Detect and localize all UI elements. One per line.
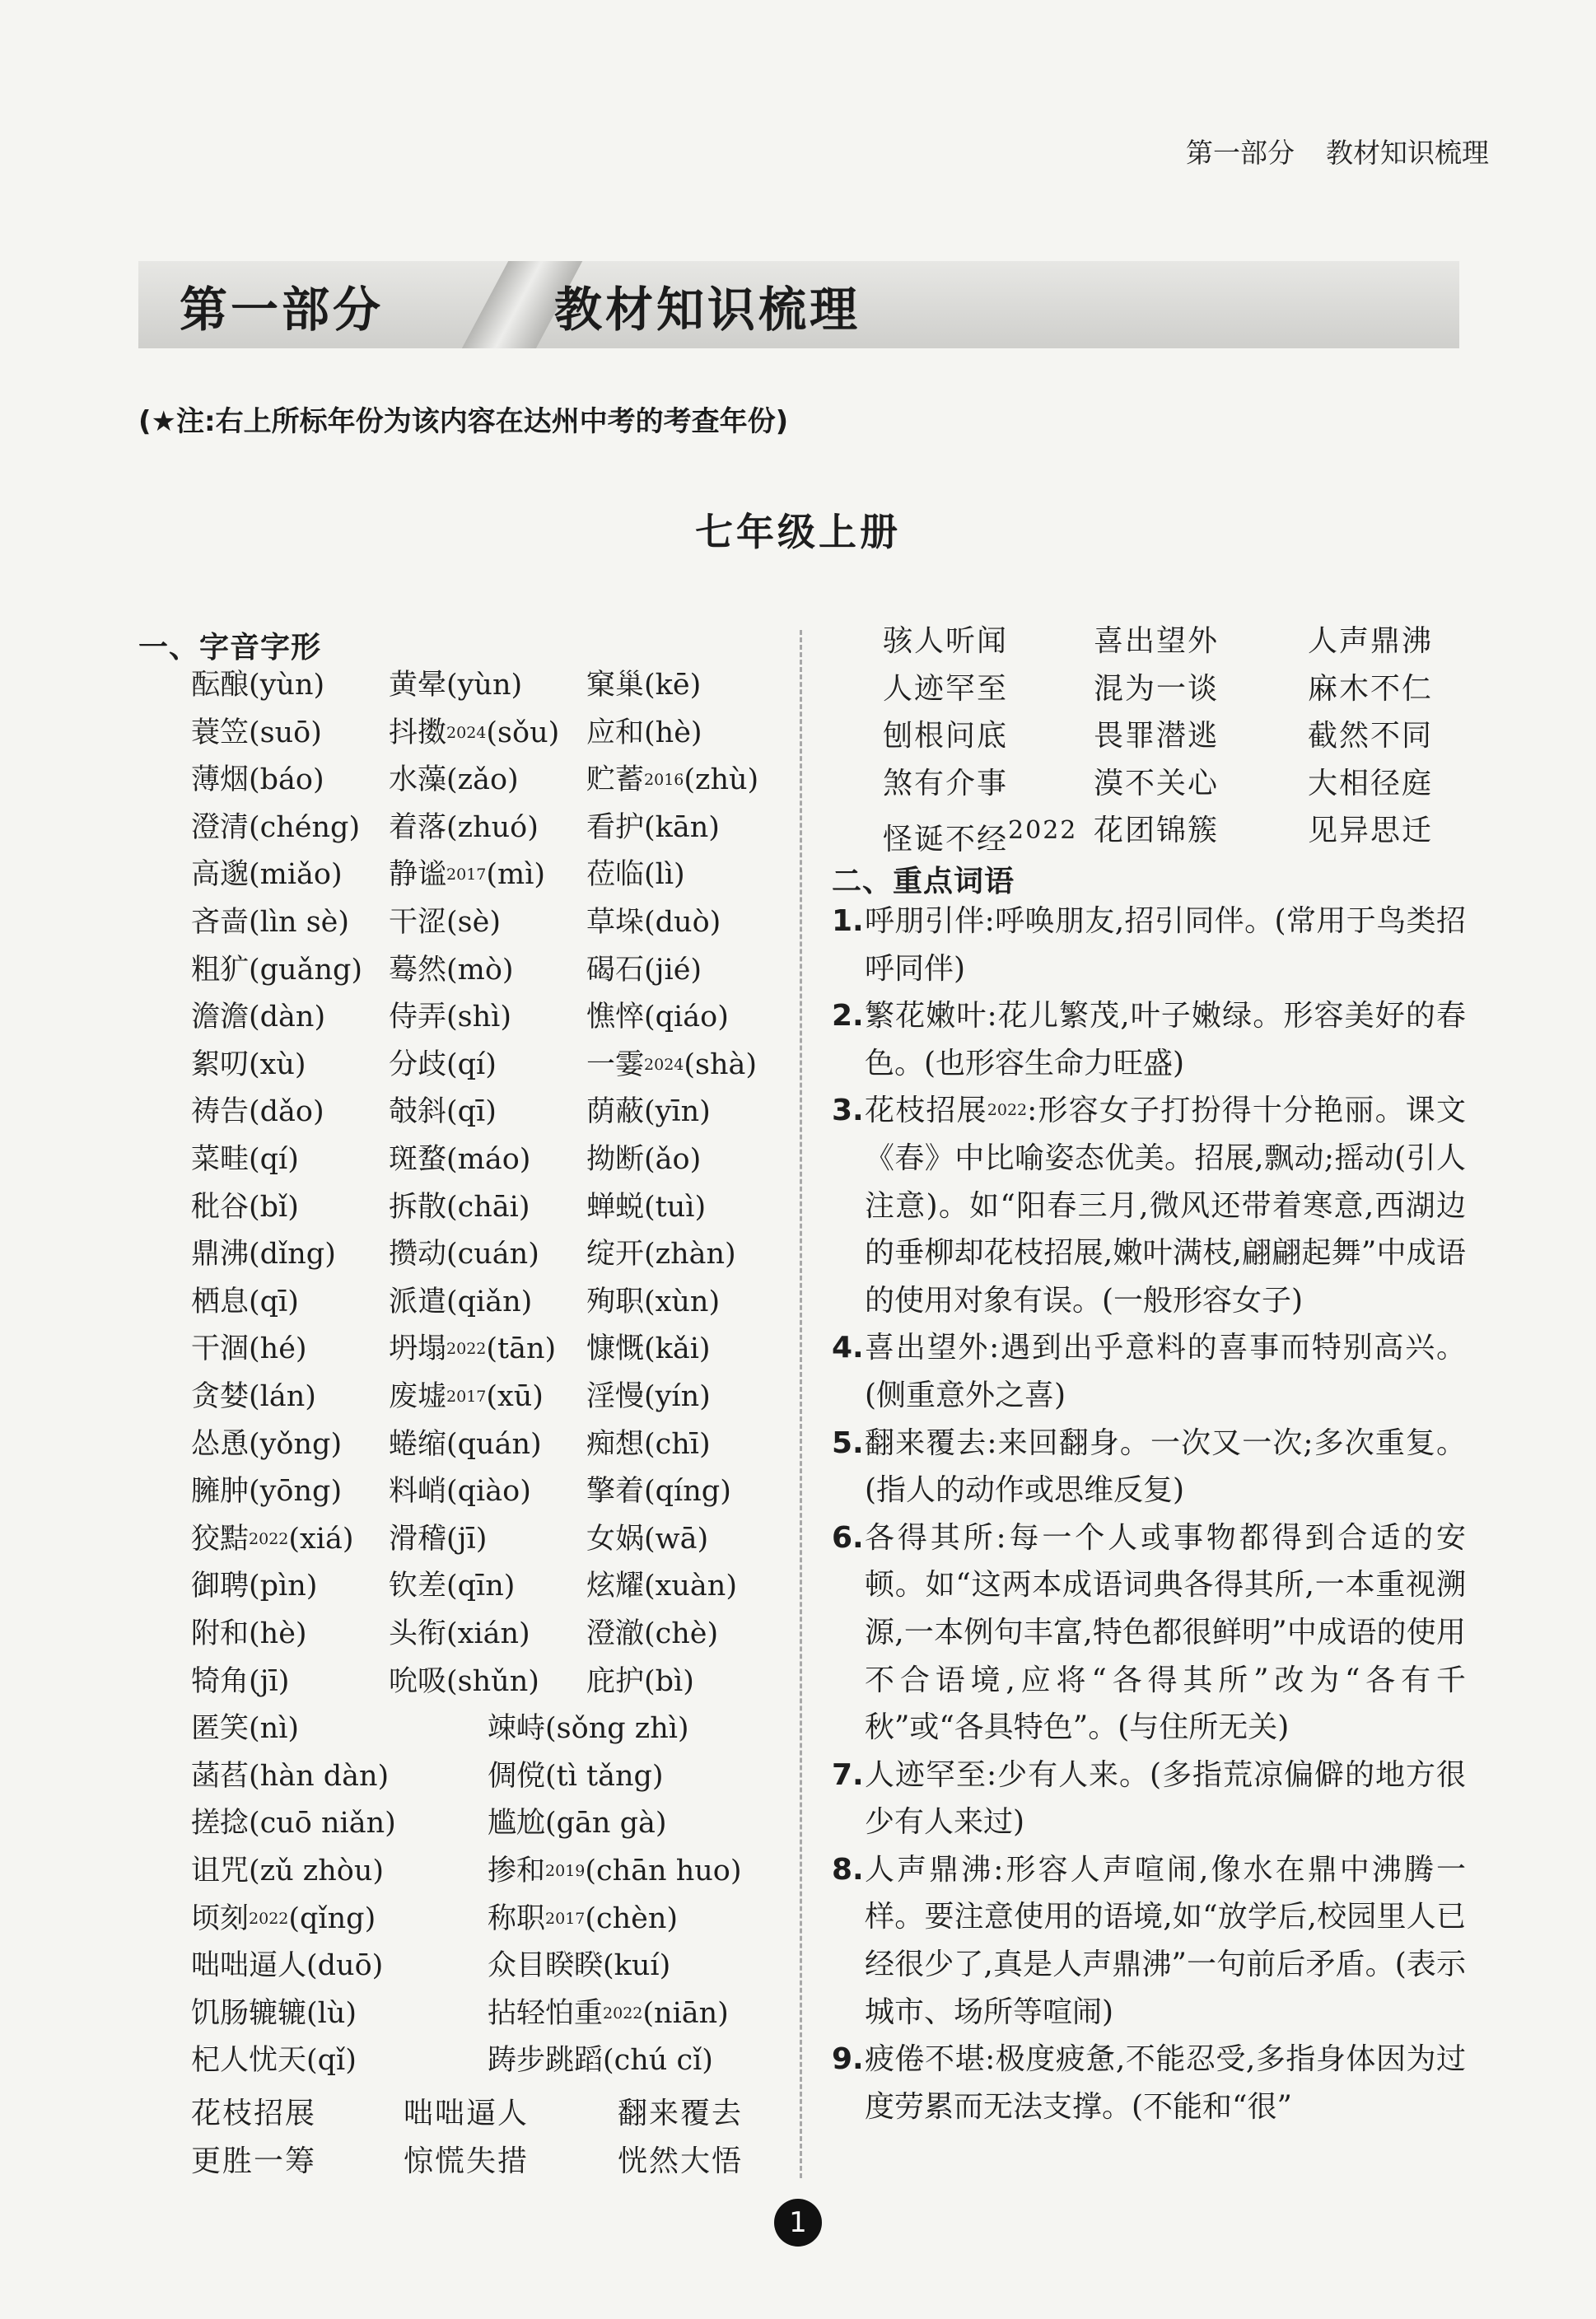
pronunciation-entry: 澄澈(chè) [586, 1617, 719, 1650]
pronunciation-entry: 倜傥(tì tǎng) [488, 1759, 664, 1793]
key-word-text: 人迹罕至:少有人来。(多指荒凉偏僻的地方很少有人来过) [865, 1757, 1466, 1840]
key-word-number: 4. [832, 1331, 864, 1365]
pronunciation-entry: 静谧$^{2017}$(mì) [389, 858, 546, 892]
key-word-number: 8. [832, 1852, 864, 1887]
year-mark: 2017 [545, 1909, 586, 1928]
pronunciation-entry: 贮蓄$^{2016}$(zhù) [586, 763, 759, 797]
pronunciation-entry: 踌步跳蹈(chú cǐ) [488, 2044, 713, 2078]
idiom-entry: 畏罪潜逃 [1094, 719, 1220, 754]
key-word-item [832, 1514, 1466, 1752]
idiom-entry: 骇人听闻 [883, 624, 1009, 658]
key-word-text: 花枝招展$^{2022}$:形容女子打扮得十分艳丽。课文《春》中比喻姿态优美。招展,飘动;摇动(引人注意)。如“阳春三月,微风还带着寒意,西湖边的垂柳却花枝招展,嫩叶满枝,翩翩起舞”中成语的使用对象有误。(一般形容女子) [865, 1094, 1466, 1318]
key-word-text: 疲倦不堪:极度疲惫,不能忍受,多指身体因为过度劳累而无法支撑。(不能和“很” [865, 2042, 1466, 2124]
pronunciation-entry: 絮叨(xù) [191, 1048, 306, 1081]
key-word-item [832, 898, 1466, 992]
pronunciation-entry: 蓑笠(suō) [191, 716, 322, 749]
idiom-entry: 花枝招展 [191, 2097, 317, 2130]
key-word-item [832, 2036, 1466, 2130]
banner-part-label: 第一部分 [180, 282, 385, 338]
pronunciation-entry: 蝉蜕(tuì) [586, 1190, 707, 1224]
pronunciation-entry: 掺和$^{2019}$(chān huo) [488, 1855, 742, 1887]
year-mark: 2024 [446, 723, 487, 742]
page-number: 1 [774, 2199, 822, 2247]
key-word-item [832, 1087, 1466, 1324]
pronunciation-entry: 澄清(chéng) [191, 810, 361, 844]
key-word-item [832, 1324, 1466, 1419]
pronunciation-entry: 薄烟(báo) [191, 763, 324, 797]
pronunciation-entry: 分歧(qí) [389, 1048, 497, 1081]
pronunciation-entry: 庇护(bì) [586, 1664, 694, 1698]
pronunciation-entry: 御聘(pìn) [191, 1570, 318, 1603]
key-word-number: 5. [832, 1425, 864, 1460]
column-divider [800, 630, 802, 2178]
part-banner [138, 261, 1459, 348]
idiom-entry: 截然不同 [1308, 719, 1434, 754]
pronunciation-entry: 尴尬(gān gà) [488, 1807, 667, 1841]
pronunciation-entry: 滑稽(jī) [389, 1522, 488, 1556]
pronunciation-entry: 拗断(ǎo) [586, 1143, 702, 1176]
pronunciation-entry: 怂恿(yǒng) [191, 1427, 343, 1461]
idiom-entry: 人声鼎沸 [1308, 624, 1434, 658]
key-word-item [832, 992, 1466, 1087]
pronunciation-entry: 高邈(miǎo) [191, 858, 343, 892]
pronunciation-entry: 吝啬(lìn sè) [191, 906, 350, 939]
year-mark: 2017 [446, 1388, 487, 1406]
running-head [1186, 132, 1489, 170]
pronunciation-entry: 斑蝥(máo) [389, 1143, 531, 1176]
key-word-number: 9. [832, 2042, 864, 2077]
key-word-text: 各得其所:每一个人或事物都得到合适的安顿。如“这两本成语词典各得其所,一本重视溯源,一本例句丰富,特色都很鲜明”中成语的使用不合语境,应将“各得其所”改为“各有千秋”或“各具特色”。(与住所无关) [865, 1520, 1466, 1745]
pronunciation-entry: 擎着(qíng) [586, 1475, 731, 1509]
pronunciation-entry: 料峭(qiào) [389, 1475, 531, 1509]
section1-heading: 一、字音字形 [138, 631, 322, 665]
pronunciation-entry: 窠巢(kē) [586, 669, 702, 702]
year-mark: 2024 [644, 1055, 684, 1074]
running-head-title: 教材知识梳理 [1326, 137, 1489, 169]
pronunciation-entry: 吮吸(shǔn) [389, 1664, 539, 1698]
pronunciation-entry: 殉职(xùn) [586, 1285, 721, 1318]
pronunciation-entry: 女娲(wā) [586, 1522, 709, 1556]
pronunciation-entry: 废墟$^{2017}$(xū) [389, 1380, 544, 1413]
pronunciation-entry: 绽开(zhàn) [586, 1238, 736, 1271]
pronunciation-entry: 蜷缩(quán) [389, 1427, 542, 1461]
key-word-text: 呼朋引伴:呼唤朋友,招引同伴。(常用于鸟类招呼同伴) [865, 904, 1466, 986]
pronunciation-entry: 淫慢(yín) [586, 1380, 711, 1413]
pronunciation-entry: 诅咒(zǔ zhòu) [191, 1855, 385, 1887]
pronunciation-entry: 狡黠$^{2022}$(xiá) [191, 1522, 354, 1556]
idiom-entry: 怪诞不经$^{2022}$ [883, 816, 1078, 857]
pronunciation-entry: 看护(kān) [586, 810, 720, 844]
pronunciation-entry: 应和(hè) [586, 716, 702, 749]
pronunciation-entry: 秕谷(bǐ) [191, 1190, 299, 1224]
pronunciation-entry: 众目睽睽(kuí) [488, 1949, 671, 1983]
year-mark: 2022 [249, 1909, 289, 1928]
key-word-text: 人声鼎沸:形容人声喧闹,像水在鼎中沸腾一样。要注意使用的语境,如“放学后,校园里人已经很少了,真是人声鼎沸”一句前后矛盾。(表示城市、场所等喧闹) [865, 1852, 1466, 2029]
pronunciation-entry: 坍塌$^{2022}$(tān) [389, 1332, 557, 1366]
key-word-number: 7. [832, 1757, 864, 1792]
pronunciation-entry: 栖息(qī) [191, 1285, 299, 1318]
pronunciation-entry: 菜畦(qí) [191, 1143, 299, 1176]
pronunciation-entry: 咄咄逼人(duō) [191, 1949, 384, 1983]
pronunciation-entry: 草垛(duò) [586, 906, 721, 939]
pronunciation-entry: 钦差(qīn) [389, 1570, 516, 1603]
pronunciation-entry: 拈轻怕重$^{2022}$(niān) [488, 1996, 729, 2030]
key-word-number: 6. [832, 1520, 864, 1555]
pronunciation-entry: 痴想(chī) [586, 1427, 711, 1461]
key-word-item [832, 1752, 1466, 1846]
idiom-entry: 更胜一筹 [191, 2144, 317, 2178]
pronunciation-entry: 粗犷(guǎng) [191, 953, 363, 987]
pronunciation-entry: 攲斜(qī) [389, 1095, 497, 1129]
pronunciation-entry: 水藻(zǎo) [389, 763, 519, 797]
pronunciation-entry: 侍弄(shì) [389, 1001, 512, 1034]
idiom-entry: 花团锦簇 [1094, 814, 1220, 848]
idiom-entry: 咄咄逼人 [404, 2097, 530, 2130]
pronunciation-entry: 臃肿(yōng) [191, 1475, 343, 1509]
year-mark: 2022 [987, 1101, 1028, 1120]
idiom-entry: 喜出望外 [1094, 624, 1220, 658]
idiom-entry: 煞有介事 [883, 766, 1009, 800]
year-mark: 2022 [603, 2004, 643, 2023]
pronunciation-entry: 搓捻(cuō niǎn) [191, 1807, 396, 1841]
banner-title: 教材知识梳理 [554, 282, 861, 338]
pronunciation-entry: 莅临(lì) [586, 858, 685, 892]
idiom-entry: 漠不关心 [1094, 766, 1220, 800]
key-words-list [832, 898, 1466, 2130]
pronunciation-entry: 攒动(cuán) [389, 1238, 539, 1271]
pronunciation-entry: 附和(hè) [191, 1617, 307, 1650]
key-word-item [832, 1846, 1466, 2036]
idiom-entry: 混为一谈 [1094, 671, 1220, 706]
idiom-entry: 大相径庭 [1308, 766, 1434, 800]
pronunciation-entry: 称职$^{2017}$(chèn) [488, 1901, 679, 1935]
year-mark: 2019 [545, 1862, 586, 1880]
pronunciation-entry: 干涸(hé) [191, 1332, 307, 1366]
pronunciation-entry: 酝酿(yùn) [191, 669, 325, 702]
pronunciation-entry: 派遣(qiǎn) [389, 1285, 533, 1318]
idiom-entry: 麻木不仁 [1308, 671, 1434, 706]
pronunciation-entry: 憔悴(qiáo) [586, 1001, 729, 1034]
volume-title: 七年级上册 [695, 510, 901, 554]
key-word-text: 翻来覆去:来回翻身。一次又一次;多次重复。(指人的动作或思维反复) [865, 1425, 1466, 1508]
key-word-number: 1. [832, 904, 864, 938]
pronunciation-entry: 炫耀(xuàn) [586, 1570, 737, 1603]
pronunciation-entry: 贪婪(lán) [191, 1380, 316, 1413]
pronunciation-entry: 澹澹(dàn) [191, 1001, 326, 1034]
pronunciation-entry: 鼎沸(dǐng) [191, 1238, 336, 1271]
idiom-entry: 翻来覆去 [618, 2097, 744, 2130]
pronunciation-entry: 蓦然(mò) [389, 953, 514, 987]
pronunciation-entry: 慷慨(kǎi) [586, 1332, 711, 1366]
pronunciation-entry: 黄晕(yùn) [389, 669, 523, 702]
key-word-item [832, 1420, 1466, 1514]
key-word-text: 喜出望外:遇到出乎意料的喜事而特别高兴。(侧重意外之喜) [865, 1331, 1466, 1412]
pronunciation-entry: 菡萏(hàn dàn) [191, 1759, 390, 1793]
key-word-text: 繁花嫩叶:花儿繁茂,叶子嫩绿。形容美好的春色。(也形容生命力旺盛) [865, 999, 1466, 1080]
running-head-part: 第一部分 [1186, 137, 1295, 169]
idiom-entry: 刨根问底 [883, 719, 1009, 754]
key-word-number: 2. [832, 999, 864, 1034]
key-word-number: 3. [832, 1094, 864, 1128]
pronunciation-entry: 饥肠辘辘(lù) [191, 1996, 357, 2030]
pronunciation-entry: 祷告(dǎo) [191, 1095, 324, 1129]
idiom-entry: 见异思迁 [1308, 814, 1434, 848]
year-mark: 2016 [644, 771, 684, 790]
pronunciation-entry: 犄角(jī) [191, 1664, 290, 1698]
pronunciation-entry: 抖擞$^{2024}$(sǒu) [389, 716, 560, 749]
section2-heading: 二、重点词语 [832, 865, 1015, 898]
pronunciation-entry: 杞人忧天(qǐ) [191, 2044, 357, 2078]
idiom-entry: 恍然大悟 [618, 2144, 744, 2178]
pronunciation-entry: 着落(zhuó) [389, 810, 539, 844]
idiom-entry: 人迹罕至 [883, 671, 1009, 706]
pronunciation-entry: 匿笑(nì) [191, 1712, 300, 1746]
pronunciation-entry: 顷刻$^{2022}$(qǐng) [191, 1901, 376, 1935]
pronunciation-entry: 一霎$^{2024}$(shà) [586, 1048, 758, 1081]
pronunciation-entry: 头衔(xián) [389, 1617, 530, 1650]
pronunciation-entry: 竦峙(sǒng zhì) [488, 1712, 689, 1746]
year-mark: 2022 [1008, 816, 1078, 846]
year-mark: 2022 [249, 1529, 289, 1548]
year-note: (★注:右上所标年份为该内容在达州中考的考查年份) [138, 405, 789, 438]
pronunciation-entry: 干涩(sè) [389, 906, 501, 939]
year-mark: 2022 [446, 1340, 487, 1359]
year-mark: 2017 [446, 866, 487, 884]
pronunciation-entry: 荫蔽(yīn) [586, 1095, 711, 1129]
pronunciation-entry: 拆散(chāi) [389, 1190, 530, 1224]
pronunciation-entry: 碣石(jié) [586, 953, 702, 987]
idiom-entry: 惊慌失措 [404, 2144, 530, 2178]
